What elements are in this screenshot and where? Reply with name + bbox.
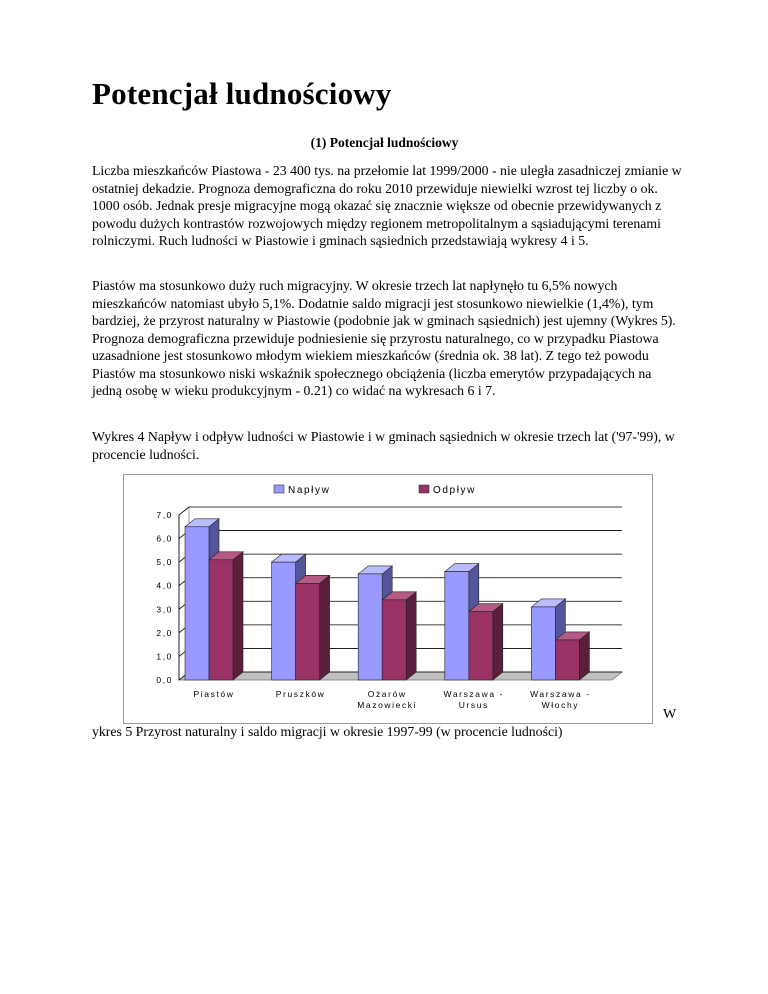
x-tick-label: Piastów	[193, 689, 235, 699]
bar	[296, 583, 320, 680]
bar	[358, 574, 382, 680]
legend-label: Odpływ	[433, 485, 476, 496]
bar-side	[406, 592, 416, 680]
bar-side	[233, 552, 243, 680]
bar-side	[579, 632, 589, 680]
paragraph-population: Liczba mieszkańców Piastowa - 23 400 tys. na przełomie lat 1999/2000 - nie uległa zasadniczej zmianie w ostatniej dekadzie. Prognoza demograficzna do roku 2010 przewiduje niewielki wzrost tej liczby o ok. 1000 osób. Jednak presje migracyjne mogą okazać się znacznie większe od obecnie przewidywanych z powodu dużych kontrastów rozwojowych między regionem metropolitalnym a sąsiadującymi terenami rolniczymi. Ruch ludności w Piastowie i gminach sąsiednich przedstawiają wykresy 4 i 5.	[92, 163, 682, 248]
migration-chart	[123, 474, 653, 724]
bar	[209, 560, 233, 680]
bar-side	[493, 604, 503, 680]
bar	[555, 640, 579, 680]
chart5-caption: ykres 5 Przyrost naturalny i saldo migracji w okresie 1997-99 (w procencie ludności)	[92, 724, 563, 739]
bar	[272, 562, 296, 680]
x-tick-label: Pruszków	[275, 689, 326, 699]
x-tick-label: Warszawa -	[443, 689, 505, 699]
x-tick-label: Warszawa -	[530, 689, 591, 699]
y-tick-label: 2,0	[156, 627, 173, 638]
y-tick-label: 3,0	[156, 604, 173, 615]
x-tick-label: Mazowiecki	[357, 700, 418, 710]
y-tick-label: 6,0	[156, 533, 173, 544]
y-tick-label: 1,0	[156, 651, 173, 662]
bar	[469, 612, 493, 680]
x-tick-label: Ursus	[458, 700, 489, 710]
y-tick-label: 0,0	[156, 675, 173, 685]
bar	[445, 572, 469, 680]
bar-side	[320, 575, 330, 680]
caption-initial-letter: W	[663, 707, 677, 722]
bar	[382, 600, 406, 680]
legend-swatch	[274, 485, 284, 493]
y-tick-label: 7,0	[156, 510, 173, 520]
legend-swatch	[419, 485, 429, 493]
bar	[531, 607, 555, 680]
x-tick-label: Włochy	[541, 700, 580, 710]
section-subtitle: (1) Potencjał ludnościowy	[310, 135, 459, 150]
y-tick-label: 5,0	[156, 557, 173, 568]
page-title: Potencjał ludnościowy	[92, 76, 392, 111]
y-tick-label: 4,0	[156, 580, 173, 591]
migration-chart-svg	[124, 475, 652, 723]
chart-caption: Wykres 4 Napływ i odpływ ludności w Piastowie i w gminach sąsiednich w okresie trzech lat ('97-'99), w procencie ludności.	[92, 429, 675, 462]
legend-label: Napływ	[288, 485, 331, 496]
bar	[185, 527, 209, 680]
x-tick-label: Ożarów	[367, 689, 407, 699]
paragraph-migration: Piastów ma stosunkowo duży ruch migracyjny. W okresie trzech lat napłynęło tu 6,5% nowych mieszkańców natomiast ubyło 5,1%. Dodatnie saldo migracji jest stosunkowo niewielkie (1,4%), tym bardziej, że przyrost naturalny w Piastowie (podobnie jak w gminach sąsiednich) jest ujemny (Wykres 5). Prognoza demograficzna przewiduje podniesienie się przyrostu naturalnego, co w przypadku Piastowa uzasadnione jest stosunkowo młodym wiekiem mieszkańców (średnia ok. 38 lat). Z tego też powodu Piastów ma stosunkowo niski wskaźnik społecznego obciążenia (liczba emerytów przypadających na jedną osobę w wieku produkcyjnym - 0.21) co widać na wykresach 6 i 7.	[92, 278, 676, 398]
